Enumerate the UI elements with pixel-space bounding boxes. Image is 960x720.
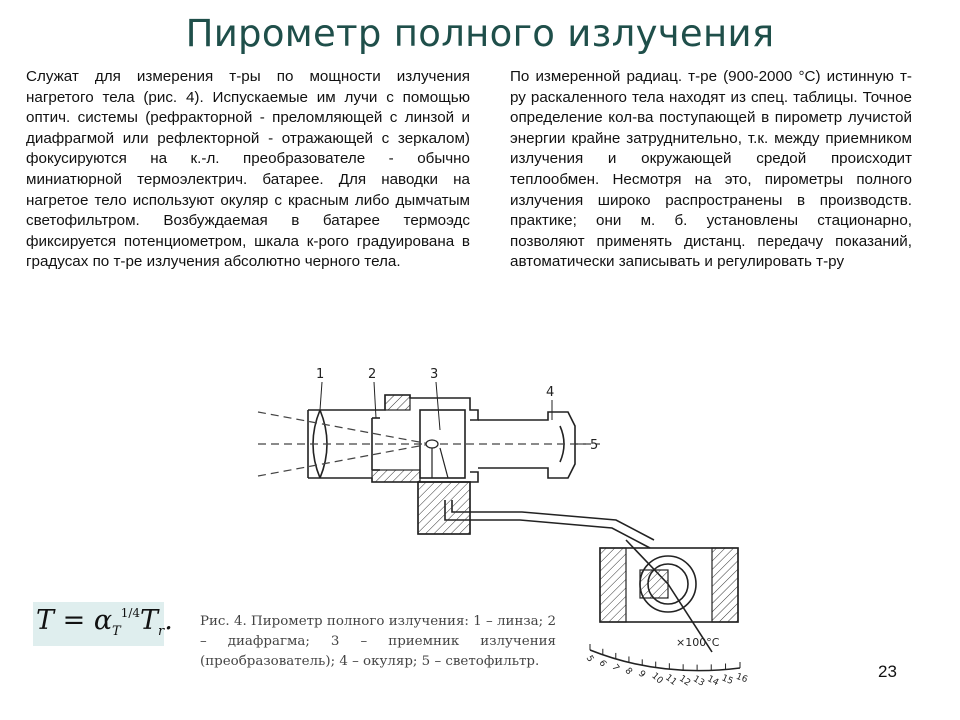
- formula-rhs-sub: r: [158, 624, 165, 639]
- page-number: 23: [878, 662, 897, 681]
- scale-tick-label: 15: [719, 673, 735, 688]
- left-text-column: Служат для измерения т-ры по мощности излучения нагретого тела (рис. 4). Испускаемые им лучи с помощью оптич. системы (рефракторной - преломляющей с линзой и диафрагмой или рефлекторной - отражающей с зеркалом) фокусируются на к.-л. преобразователе - обычно миниатюрной термоэлектрич. батарее. Для наводки на нагретое тело используют окуляр с красным либо дымчатым светофильтром. Возбуждаемая в батарее термоэдс фиксируется потенциометром, шкала к-рого градуирована в градусах по т-ре излучения абсолютно черного тела.: [26, 68, 470, 271]
- slide-title: Пирометр полного излучения: [185, 12, 775, 55]
- scale-tick-label: 10: [649, 671, 665, 687]
- scale-tick-label: 16: [734, 671, 749, 686]
- scale-unit: ×100°C: [676, 636, 720, 649]
- formula-lhs: T: [36, 605, 55, 636]
- label-eyepiece: 4: [546, 385, 555, 400]
- formula-tail: .: [164, 605, 173, 636]
- scale-tick-label: 12: [677, 673, 693, 689]
- scale-tick-label: 14: [705, 674, 721, 689]
- formula-alpha: α: [93, 605, 113, 636]
- figure-caption: Рис. 4. Пирометр полного излучения: 1 – линза; 2 – диафрагма; 3 – приемник излучения (преобразователь); 4 – окуляр; 5 – светофильтр.: [200, 614, 556, 669]
- formula-box: [33, 602, 173, 646]
- label-receiver: 3: [430, 367, 439, 382]
- right-text-column: По измеренной радиац. т-ре (900-2000 °С) истинную т-ру раскаленного тела находят из спец. таблицы. Точное определение кол-ва поступающей в пирометр лучистой энергии крайне затруднительно, т.к. между приемником излучения и окружающей средой происходит теплообмен. Несмотря на это, пирометры полного излучения широко распространены в производств. практике; они м. б. установлены стационарно, позволяют применять дистанц. передачу показаний, автоматически записывать и регулировать т-ру: [510, 68, 912, 271]
- scale-tick-label: 11: [663, 672, 679, 688]
- scale-tick-label: 6: [596, 658, 608, 669]
- scale-tick-label: 8: [622, 666, 634, 678]
- formula-rhs: T: [140, 605, 159, 636]
- scale-tick-label: 5: [583, 654, 596, 665]
- label-diaphragm: 2: [368, 367, 377, 382]
- radiation-formula: [36, 605, 173, 639]
- formula-exponent: 1/4: [120, 606, 141, 620]
- scale-tick-label: 13: [691, 674, 707, 689]
- scale-tick-label: 9: [635, 668, 648, 681]
- formula-alpha-sub: T: [112, 624, 121, 639]
- scale-ticks: [584, 644, 749, 689]
- formula-equals: =: [54, 605, 94, 636]
- scale-tick-label: 7: [609, 662, 621, 674]
- label-lens: 1: [316, 367, 325, 382]
- label-filter: 5: [590, 438, 599, 453]
